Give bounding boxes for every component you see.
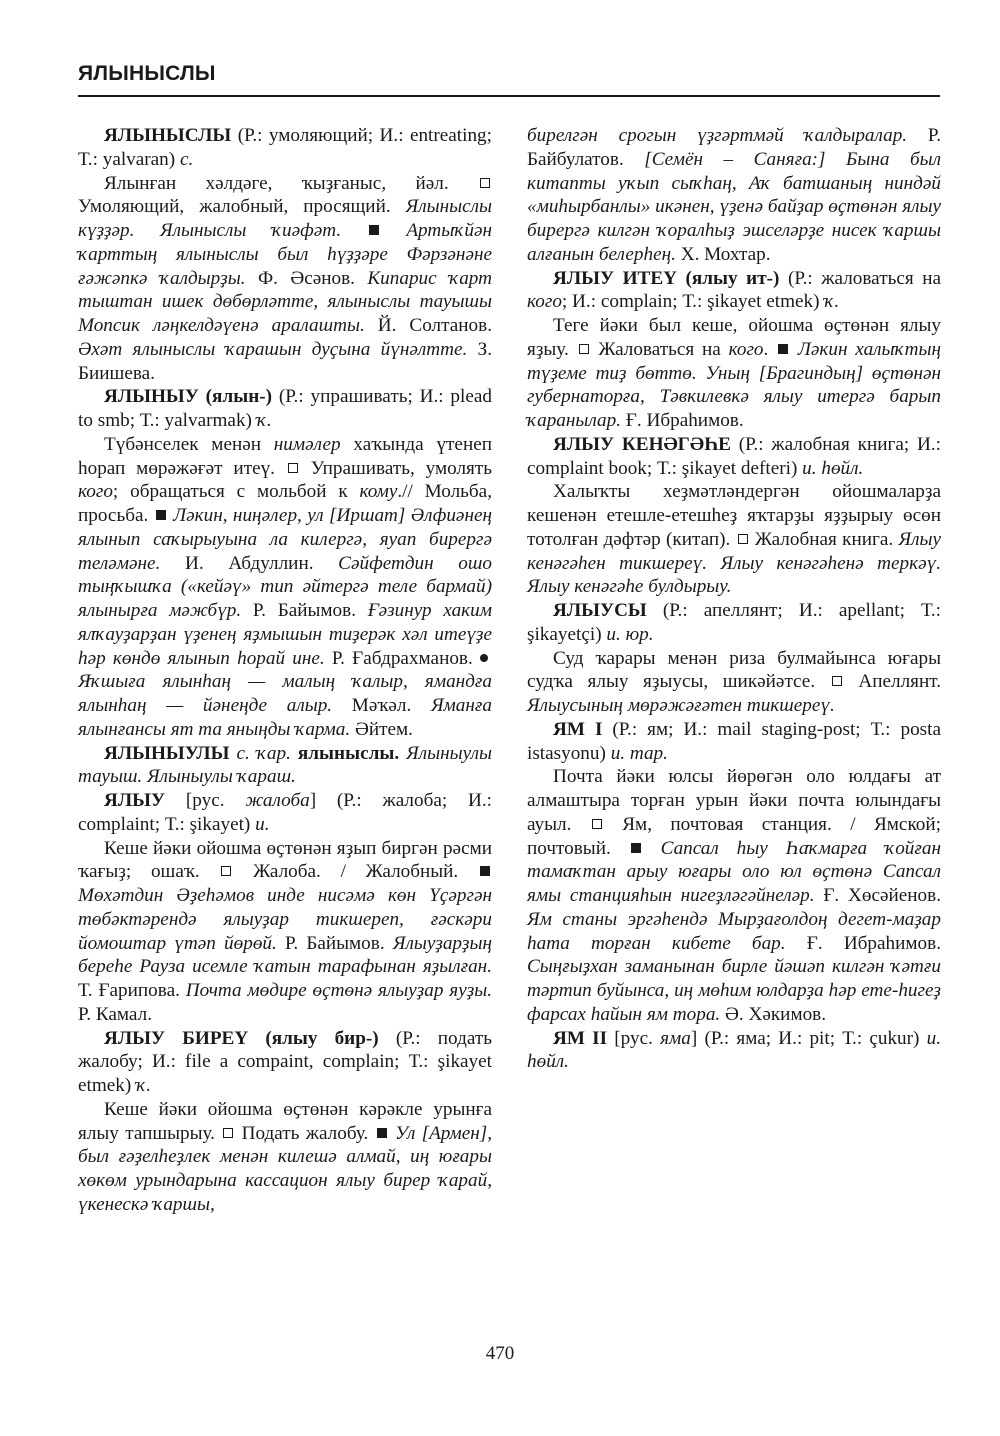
entry-yalyu-bireu-definition	[78, 1098, 492, 1217]
source: Мәҡәл.	[332, 695, 431, 716]
example: Сыңғыҙхан заманынан бирле йәшәп килгән ҡәтғи тәртип буйынса, иң мөһим юлдарҙа һәр ете-һигеҙ фарсах һайын ям тора.	[527, 956, 941, 1025]
pos-label: ҡ.	[824, 291, 840, 313]
translation-marker-icon	[480, 178, 490, 188]
citation-marker-icon	[631, 843, 641, 853]
example: Ғәзинур хаким ялҡауҙарҙан үҙенең яҙмышын тиҙерәк хәл итеүҙе һәр көндө ялынып һорай ине.	[78, 600, 492, 669]
entry-yalynyuly	[78, 742, 492, 790]
headword: ЯЛЫУ КЕНӘГӘҺЕ	[553, 433, 731, 455]
source: Р. Камал.	[78, 1003, 152, 1025]
source: Ф. Әсәнов.	[245, 267, 368, 289]
example: Сапсал һыу Һаҡмарға ҡойған тамаҡтан арыу юғары оло юл өҫтөнә Сапсал ямы станцияһын нигеҙләгәйнеләр.	[527, 837, 941, 906]
pos-label: и.	[255, 813, 270, 835]
etymology-italic: яма	[660, 1027, 691, 1049]
right-column	[527, 124, 941, 1074]
headword: ЯМ I	[553, 718, 603, 740]
gloss: (Р.: умоляющий; И.: entreating; Т.: yalvaran)	[78, 125, 492, 170]
definition: Кеше йәки ойошма өҫтөнән кәрәкле урынға ялыу тапшырыу.	[78, 1098, 492, 1144]
definition: Почта йәки юлсы йөрөгән оло юлдағы ат алмаштыра торған урын йәки почта юлындағы ауыл.	[527, 766, 941, 835]
entry-yalyu-iteu	[527, 267, 941, 315]
citation-marker-icon	[369, 225, 379, 235]
cross-reference: ялыныслы.	[297, 742, 400, 764]
gloss-italic: кого	[527, 291, 562, 313]
headword: ЯЛЫНЫУЛЫ	[104, 742, 230, 764]
source: Ғ. Ибраһимов.	[785, 932, 941, 954]
entry-yalyu-kenageHe	[527, 433, 941, 481]
headword: ЯЛЫНЫУ (ялын-)	[104, 386, 273, 408]
example: Почта мөдире өҫтөнә ялыуҙар яуҙы.	[185, 980, 492, 1001]
pos-label: и. тар.	[610, 742, 668, 764]
translation-marker-icon	[221, 866, 231, 876]
source: З. Биишева.	[78, 338, 492, 384]
continued-citation	[527, 124, 941, 267]
entry-yalyu-bireu	[78, 1027, 492, 1098]
translation-marker-icon	[832, 676, 842, 686]
translation: Апеллянт.	[843, 671, 941, 693]
entry-yalyusy-definition	[527, 647, 941, 718]
entry-yalyu-definition	[78, 837, 492, 1027]
definition: Теге йәки был кеше, ойошма өҫтөнән ялыу яҙыу.	[527, 315, 941, 360]
translation: Жалоба. / Жалобный.	[233, 861, 478, 883]
entry-yam-1-definition	[527, 765, 941, 1026]
citation-marker-icon	[156, 510, 166, 520]
example: Кипарис ҡарт тыштан ишек дөбөрләтте, ялыныслы тауышы Мопсик ләңкелдәүенә аралашты.	[78, 267, 492, 336]
example: [Семён – Саняға:] Бына был китапты уҡып сыҡһаң, Аҡ батшаның ниндәй «миһырбанлы» икәнен, үҙенә байҙар өҫтөнән ялыу бирергә килгән ҡоралһыҙ эшселәрҙе нисек ҡаршы алғанын белерһең.	[527, 148, 941, 265]
definition: хаҡында үтенеп һорап мөрәжәғәт итеү.	[78, 433, 492, 479]
citation-marker-icon	[377, 1128, 387, 1138]
entry-yalynysly-definition	[78, 172, 492, 386]
translation: Умоляющий, жалобный, просящий.	[78, 196, 406, 218]
headword: ЯЛЫУ	[104, 790, 166, 811]
translation-marker-icon	[592, 819, 602, 829]
gloss: ] (Р.: жалоба; И.: complaint; Т.: şikayet)	[78, 790, 492, 835]
source: Й. Солтанов.	[364, 315, 492, 336]
source: Р. Байбулатов.	[527, 125, 941, 170]
translation: Упрашивать, умолять	[299, 457, 492, 479]
translation: Жаловаться на	[590, 338, 729, 360]
translation-italic: кого	[728, 338, 764, 360]
headword: ЯЛЫНЫСЛЫ	[104, 125, 232, 146]
gloss: (Р.: апеллянт; И.: apellant; Т.: şikayetçi)	[527, 600, 941, 645]
example: Сәйфетдин ошо тыңҡышҡа («кейәү» тип әйтергә теле бармай) ялынырға мәжбүр.	[78, 552, 492, 621]
translation: Жалобная книга.	[749, 528, 899, 550]
pos-label: ҡ.	[256, 410, 272, 431]
translation-marker-icon	[738, 534, 748, 544]
entry-yalynysly	[78, 124, 492, 172]
source: Р. Ғабдрахманов.	[324, 647, 473, 669]
note: с. ҡар.	[229, 742, 298, 764]
gloss: (Р.: ям; И.: mail staging-post; Т.: posta istasyonu)	[527, 718, 941, 764]
citation-marker-icon	[778, 344, 788, 354]
example: Ләкин халыҡтың түҙеме тиҙ бөттө. Уның [Брагиндың] өҫтөнән губернаторға, Тәвкилевкә ялыу итергә барып ҡаранылар.	[527, 338, 942, 431]
header-rule	[78, 95, 940, 97]
example: Ялыусының мөрәжәғәтен тикшереү.	[527, 695, 835, 716]
entry-yalyu	[78, 789, 492, 837]
proverb-bullet-icon	[480, 654, 488, 662]
source: Р. Байымов.	[241, 600, 368, 621]
translation-marker-icon	[579, 344, 589, 354]
translation: Ям, почтовая станция. / Ямской; почтовый.	[527, 813, 941, 859]
translation-marker-icon	[223, 1128, 233, 1138]
entry-yalyu-iteu-definition	[527, 314, 941, 433]
example: Ялыныслы күҙҙәр. Ялыныслы ҡиәфәт.	[78, 196, 492, 241]
example: Ул [Армен], был ғәҙелһеҙлек менән килешә алмай, иң юғары хөкөм урындарына кассацион ялыу бирер ҡарай, үкенескә ҡаршы,	[78, 1122, 492, 1215]
pos-label: и. һөйл.	[527, 1027, 942, 1073]
gloss: (Р.: подать жалобу; И.: file a compaint, complain; Т.: şikayet etmek)	[78, 1027, 492, 1096]
headword: ЯМ II	[553, 1027, 608, 1049]
example: Артыҡйән ҡарттың ялыныслы был һүҙҙәре Фәрзәнәне ғәжәпкә ҡалдырҙы.	[78, 220, 492, 289]
headword: ЯЛЫУ БИРЕҮ (ялыу бир-)	[104, 1027, 379, 1049]
example: Әхәт ялыныслы ҡарашын дуҫына йүнәлтте.	[78, 338, 468, 360]
entry-yam-2	[527, 1027, 941, 1075]
source: Ғ. Хөсәйенов.	[814, 885, 941, 906]
example: Ләкин, ниңәлер, ул [Иршат] Әлфиәнең ялынып саҡырыуына ла килергә, яуап бирергә теләмәне.	[78, 505, 492, 574]
pos-label: с.	[179, 148, 194, 170]
proverb: Яманға ялынғансы ят та яныңды ҡарма.	[78, 695, 492, 740]
entry-yam-1	[527, 718, 941, 766]
page-number: 470	[485, 1343, 515, 1364]
translation: .// Мольба, просьба.	[78, 481, 492, 526]
citation-marker-icon	[480, 866, 490, 876]
definition-italic: нимәлер	[273, 433, 341, 455]
left-column	[78, 124, 492, 1217]
translation: .	[763, 338, 777, 360]
etymology-italic: жалоба	[245, 790, 310, 811]
definition: Кеше йәки ойошма өҫтөнән яҙып биргән рәсми ҡағыҙ; ошаҡ.	[78, 837, 492, 883]
example: Ялыу кенәгәһен тикшереү. Ялыу кенәгәһенә теркәү. Ялыу кенәгәһе булдырыу.	[527, 528, 941, 598]
gloss: ; И.: complain; Т.: şikayet etmek)	[561, 291, 825, 313]
example: бирелгән срогын үҙгәртмәй ҡалдыралар.	[527, 125, 908, 146]
pos-label: и. юр.	[606, 623, 654, 645]
source: Ә. Хәкимов.	[720, 1003, 827, 1025]
example: Ялыныулы тауыш. Ялыныулы ҡараш.	[78, 742, 492, 788]
entry-yalynyu	[78, 385, 492, 433]
definition: Ялынған хәлдәге, ҡыҙғаныс, йәл.	[104, 172, 478, 194]
gloss: ] (Р.: яма; И.: pit; Т.: çukur)	[690, 1027, 927, 1049]
headword: ЯЛЫУ ИТЕҮ (ялыу ит-)	[553, 267, 780, 289]
proverb: Яҡшыға ялынһаң — малың ҡалыр, ямандға ялынһаң — йәнеңде алыр.	[78, 671, 492, 716]
source: И. Абдуллин.	[160, 552, 339, 574]
source: Т. Ғарипова.	[78, 980, 186, 1001]
example: Ям станы эргәһендә Мырҙағолдоң дегет-маҙар һата торған кибете бар.	[527, 908, 941, 954]
running-head: ЯЛЫНЫСЛЫ	[78, 62, 216, 85]
gloss: (Р.: жаловаться на	[779, 267, 941, 289]
example: Ялыуҙарҙың береһе Рауза исемле ҡатын тарафынан яҙылған.	[78, 932, 493, 978]
pos-label: и. һөйл.	[802, 457, 864, 479]
entry-yalynyu-definition	[78, 433, 492, 742]
translation: Подать жалобу.	[235, 1122, 375, 1144]
entry-yalyu-kenageHe-definition	[527, 480, 941, 599]
headword: ЯЛЫУСЫ	[553, 600, 647, 621]
gloss: (Р.: жалобная книга; И.: complaint book; Т.: şikayet defteri)	[527, 433, 941, 479]
source: Х. Мохтар.	[675, 243, 771, 265]
translation-italic: кому	[359, 481, 398, 503]
translation-marker-icon	[288, 463, 298, 473]
example: Мөхәтдин Әҙеһәмов инде нисәмә көн Үҫәргән төбәктәрендә ялыуҙар тикшереп, ғәскәри йомоштар үтәп йөрөй.	[78, 885, 492, 954]
translation-italic: кого	[78, 481, 113, 503]
etymology: [рус.	[607, 1027, 661, 1049]
gloss: (Р.: упрашивать; И.: plead to smb; Т.: yalvarmak)	[78, 386, 492, 431]
definition: Суд ҡарары менән риза булмайынса юғары судҡа ялыу яҙыусы, шикәйәтсе.	[527, 647, 941, 693]
entry-yalyusy	[527, 599, 941, 647]
translation: ; обращаться с мольбой к	[112, 481, 360, 503]
source: Әйтем.	[350, 718, 413, 740]
definition: Түбәнселек менән	[104, 433, 274, 455]
source: Ғ. Ибраһимов.	[621, 410, 744, 431]
definition: Халыҡты хеҙмәтләндергән ойошмаларҙа кешенән етешле-етешһеҙ яҡтарҙы яҙҙырыу өсөн тотолған дәфтәр (китап).	[527, 481, 941, 550]
source: Р. Байымов.	[276, 932, 393, 954]
etymology: [рус.	[165, 790, 246, 811]
pos-label: ҡ.	[136, 1075, 151, 1096]
